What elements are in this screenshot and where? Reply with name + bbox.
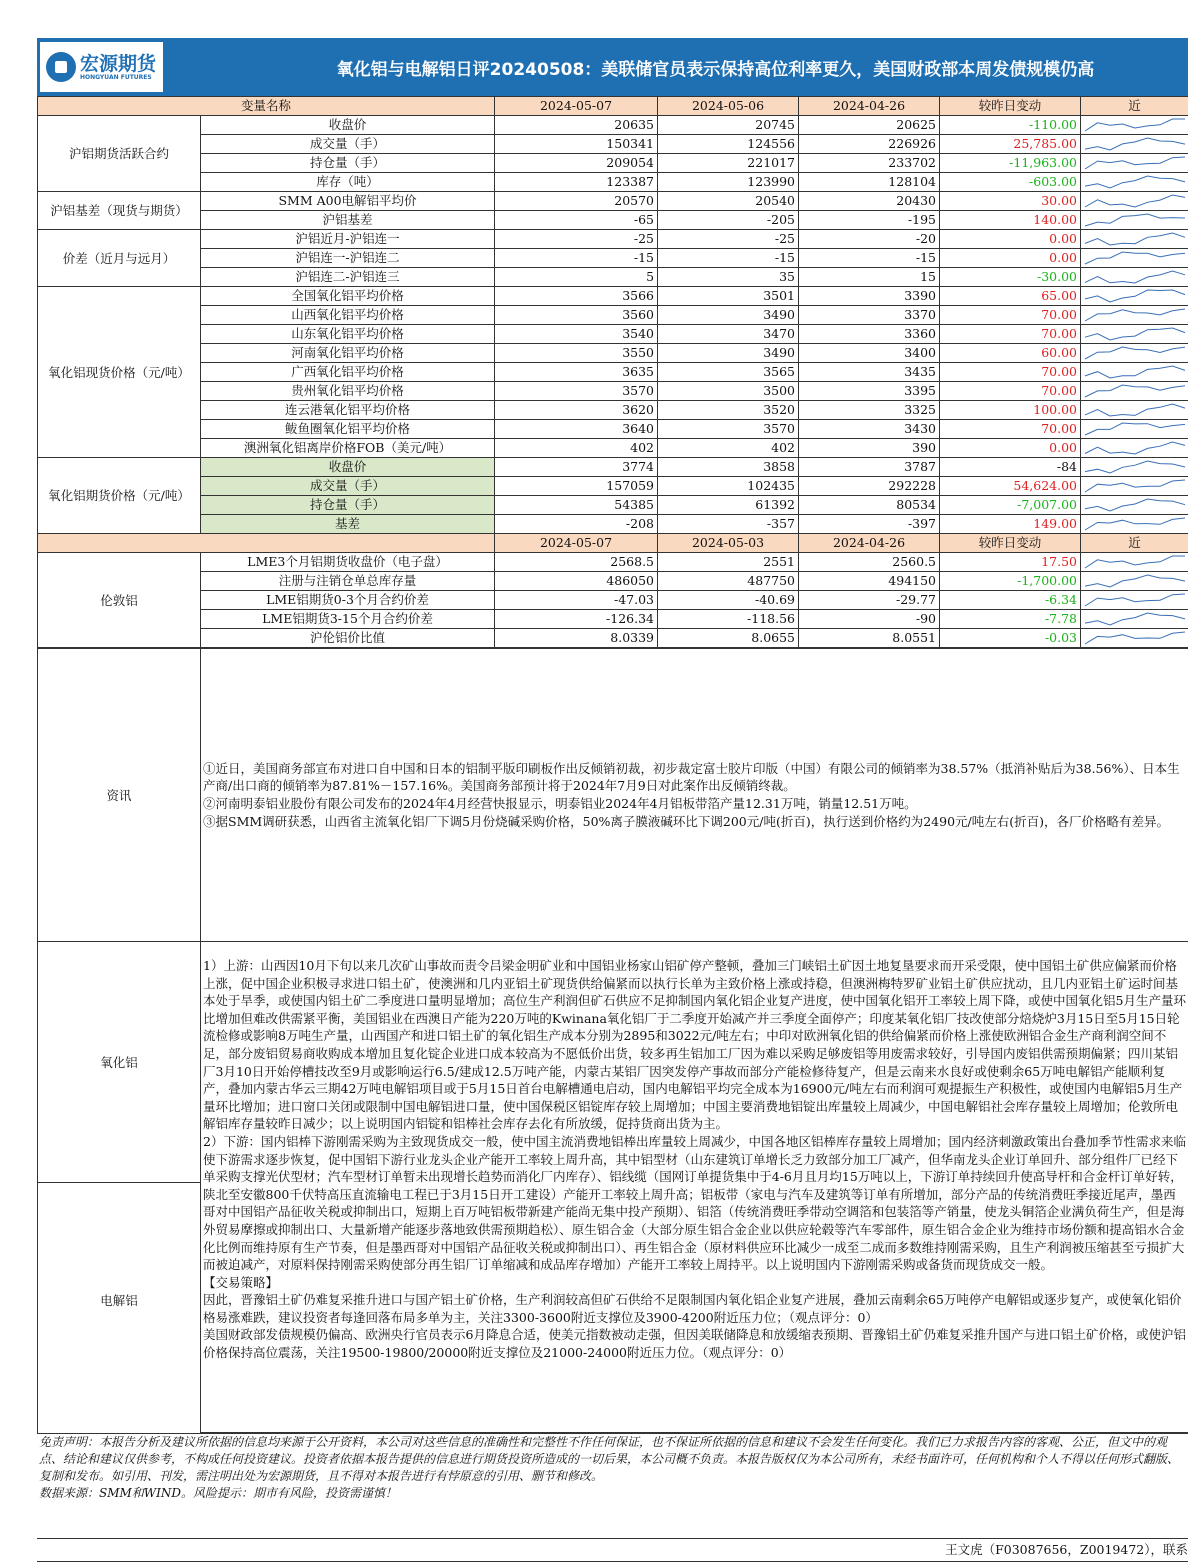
sparkline-line	[1085, 176, 1185, 188]
table-row	[38, 420, 1188, 439]
strategy-aluminum: 美国财政部发债规模仍偏高、欧洲央行官员表示6月降息合适，使美元指数被动走强，但因美联储降息和放缓缩表预期、晋豫铝土矿仍难复采推升国产与进口铝土矿价格，或使沪铝价格保持高位震荡，关注19500-19800/20000附近支撑位及21000-24000附近压力位。（观点评分：0）	[203, 1326, 1186, 1361]
variable-name: 澳洲氧化铝离岸价格FOB（美元/吨）	[201, 439, 495, 458]
table-header-row	[38, 97, 1188, 116]
table-row	[38, 249, 1188, 268]
value-cell: 3620	[495, 401, 658, 420]
value-cell: 209054	[495, 154, 658, 173]
variable-name: 收盘价	[201, 458, 495, 477]
category-label: 氧化铝现货价格（元/吨）	[38, 287, 201, 458]
strategy-title: 【交易策略】	[203, 1274, 1186, 1292]
change-cell: 17.50	[940, 553, 1081, 572]
value-cell: -40.69	[658, 591, 799, 610]
report-header	[37, 38, 1188, 96]
change-cell: 70.00	[940, 420, 1081, 439]
sparkline-chart	[1081, 287, 1188, 305]
value-cell: 3566	[495, 287, 658, 306]
change-cell: 149.00	[940, 515, 1081, 534]
sparkline-chart	[1081, 154, 1188, 172]
sparkline-line	[1085, 252, 1185, 264]
table-row	[38, 401, 1188, 420]
change-cell: -110.00	[940, 116, 1081, 135]
variable-name: 全国氧化铝平均价格	[201, 287, 495, 306]
sparkline-chart	[1081, 458, 1188, 476]
change-cell: 70.00	[940, 363, 1081, 382]
variable-name: 沪铝连一-沪铝连二	[201, 249, 495, 268]
table-row	[38, 287, 1188, 306]
company-logo	[40, 42, 163, 92]
news-item: ①近日，美国商务部宣布对进口自中国和日本的铝制平版印刷板作出反倾销初裁，初步裁定富士胶片印版（中国）有限公司的倾销率为38.57%（抵消补贴后为38.56%）、日本生产商/出口商的倾销率为87.81%－157.16%。美国商务部预计将于2024年7月9日对此案作出反倾销终裁。	[203, 760, 1186, 795]
value-cell: -90	[799, 610, 940, 629]
change-cell: 0.00	[940, 249, 1081, 268]
sparkline-cell	[1081, 477, 1188, 496]
table-row	[38, 572, 1188, 591]
value-cell: -397	[799, 515, 940, 534]
sparkline-chart	[1081, 344, 1188, 362]
sparkline-cell	[1081, 344, 1188, 363]
sparkline-line	[1085, 328, 1185, 340]
value-cell: 3500	[658, 382, 799, 401]
header-cell: 近	[1081, 97, 1188, 116]
value-cell: 3540	[495, 325, 658, 344]
value-cell: -65	[495, 211, 658, 230]
change-cell: 54,624.00	[940, 477, 1081, 496]
table-row	[38, 629, 1188, 648]
sparkline-chart	[1081, 363, 1188, 381]
table-row	[38, 591, 1188, 610]
variable-name: 山东氧化铝平均价格	[201, 325, 495, 344]
sparkline-chart	[1081, 572, 1188, 590]
change-cell: 70.00	[940, 306, 1081, 325]
variable-name: 成交量（手）	[201, 477, 495, 496]
value-cell: 3501	[658, 287, 799, 306]
sparkline-line	[1085, 271, 1185, 283]
change-cell: -7.78	[940, 610, 1081, 629]
table-row	[38, 192, 1188, 211]
disclaimer-text: 免责声明：本报告分析及建议所依据的信息均来源于公开资料，本公司对这些信息的准确性和完整性不作任何保证，也不保证所依据的信息和建议不会发生任何变化。我们已力求报告内容的客观、公正，但文中的观点、结论和建议仅供参考，不构成任何投资建议。投资者依据本报告提供的信息进行期货投资所造成的一切后果，本公司概不负责。本报告版权仅为本公司所有，未经书面许可，任何机构和个人不得以任何形式翻版、复制和发布。如引用、刊发，需注明出处为宏源期货，且不得对本报告进行有悖原意的引用、删节和修改。	[39, 1434, 1186, 1485]
change-cell: -7,007.00	[940, 496, 1081, 515]
header-cell: 较昨日变动	[940, 97, 1081, 116]
value-cell: 20625	[799, 116, 940, 135]
value-cell: 3490	[658, 344, 799, 363]
table-row	[38, 496, 1188, 515]
author-line: 王文虎（F03087656，Z0019472），联系	[37, 1539, 1188, 1562]
value-cell: 3435	[799, 363, 940, 382]
variable-name: 贵州氧化铝平均价格	[201, 382, 495, 401]
table-row	[38, 268, 1188, 287]
change-cell: -603.00	[940, 173, 1081, 192]
variable-name: 库存（吨）	[201, 173, 495, 192]
value-cell: 3787	[799, 458, 940, 477]
sparkline-cell	[1081, 192, 1188, 211]
variable-name: 沪铝基差	[201, 211, 495, 230]
sparkline-chart	[1081, 211, 1188, 229]
value-cell: 3360	[799, 325, 940, 344]
table-row	[38, 173, 1188, 192]
sparkline-cell	[1081, 401, 1188, 420]
variable-name: LME铝期货0-3个月合约价差	[201, 591, 495, 610]
sparkline-cell	[1081, 249, 1188, 268]
analysis-content	[201, 942, 1188, 1433]
value-cell: 3390	[799, 287, 940, 306]
table-row	[38, 553, 1188, 572]
value-cell: 3430	[799, 420, 940, 439]
value-cell: 20745	[658, 116, 799, 135]
value-cell: 123990	[658, 173, 799, 192]
value-cell: 3395	[799, 382, 940, 401]
value-cell: 8.0655	[658, 629, 799, 648]
value-cell: 124556	[658, 135, 799, 154]
sparkline-cell	[1081, 230, 1188, 249]
value-cell: 20540	[658, 192, 799, 211]
category-label: 氧化铝期货价格（元/吨）	[38, 458, 201, 534]
value-cell: 402	[495, 439, 658, 458]
category-label: 沪铝基差（现货与期货）	[38, 192, 201, 230]
header-cell: 2024-04-26	[799, 97, 940, 116]
table-row	[38, 135, 1188, 154]
value-cell: 128104	[799, 173, 940, 192]
table-row	[38, 306, 1188, 325]
sparkline-chart	[1081, 325, 1188, 343]
value-cell: 3370	[799, 306, 940, 325]
sparkline-chart	[1081, 382, 1188, 400]
sparkline-cell	[1081, 382, 1188, 401]
variable-name: 持仓量（手）	[201, 154, 495, 173]
value-cell: 402	[658, 439, 799, 458]
sparkline-chart	[1081, 591, 1188, 609]
sparkline-cell	[1081, 591, 1188, 610]
variable-name: 广西氧化铝平均价格	[201, 363, 495, 382]
sparkline-line	[1085, 461, 1185, 473]
header-variable: 变量名称	[38, 97, 495, 116]
table-row	[38, 211, 1188, 230]
sparkline-cell	[1081, 268, 1188, 287]
sparkline-chart	[1081, 420, 1188, 438]
sparkline-cell	[1081, 496, 1188, 515]
variable-name: 注册与注销仓单总库存量	[201, 572, 495, 591]
value-cell: 8.0339	[495, 629, 658, 648]
header-cell: 2024-05-03	[658, 534, 799, 553]
value-cell: 8.0551	[799, 629, 940, 648]
report-title: 氧化铝与电解铝日评20240508：美联储官员表示保持高位利率更久，美国财政部本周发债规模仍高	[163, 55, 1188, 80]
value-cell: 5	[495, 268, 658, 287]
sparkline-cell	[1081, 116, 1188, 135]
sparkline-chart	[1081, 477, 1188, 495]
sparkline-line	[1085, 404, 1185, 416]
sparkline-line	[1085, 575, 1185, 587]
value-cell: 20570	[495, 192, 658, 211]
value-cell: 157059	[495, 477, 658, 496]
sparkline-chart	[1081, 192, 1188, 210]
value-cell: -126.34	[495, 610, 658, 629]
sparkline-cell	[1081, 610, 1188, 629]
commentary-table	[37, 648, 1188, 1433]
value-cell: 233702	[799, 154, 940, 173]
alumina-label: 氧化铝	[38, 942, 200, 1183]
change-cell: 30.00	[940, 192, 1081, 211]
table-row	[38, 439, 1188, 458]
change-cell: 0.00	[940, 230, 1081, 249]
sparkline-line	[1085, 442, 1185, 454]
analysis-downstream: 2）下游：国内铝棒下游刚需采购为主致现货成交一般，使中国主流消费地铝棒出库量较上周减少，中国各地区铝棒库存量较上周增加；国内经济刺激政策出台叠加季节性需求来临使下游需求逐步恢复，促中国铝下游行业龙头企业产能开工率较上周升高，其中铝型材（山东建筑订单增长乏力致部分加工厂减产，但华南龙头企业订单回升、部分组件厂已经下单采购支撑光伏型材；汽车型材订单暂未出现增长趋势而消化厂内库存）、铝线缆（国网订单提货集中于4-6月且月均15万吨以上，下游订单持续回升使高导杆和合金杆订单好转，陕北至安徽800千伏特高压直流输电工程已于3月15日开工建设）产能开工率较上周升高；铝板带（家电与汽车及建筑等订单有所增加，部分产品的传统消费旺季接近尾声，墨西哥对中国铝产品征收关税或抑制出口，短期上百万吨铝板带新建产能尚无集中投产预期）、铝箔（传统消费旺季带动空调箔和包装箔等产销量，使龙头铜箔企业满负荷生产，但是海外贸易摩擦或抑制出口、大量新增产能逐步落地致供需预期趋松）、原生铝合金（大部分原生铝合金企业以供应轮毂等汽车零部件，原生铝合金企业为维持市场份额和提高铝水合金化比例而维持原有生产节奏，但是墨西哥对中国铝产品征收关税或抑制出口）、再生铝合金（原材料供应环比减少一成至二成而多数维持刚需采购，且生产利润被压缩甚至亏损扩大而被迫减产，对原料保持刚需采购使部分再生铝厂订单缩减和成品库存增加）产能开工率较上周持平。以上说明国内下游刚需采购或备货而现货成交一般。	[203, 1133, 1186, 1274]
sparkline-cell	[1081, 154, 1188, 173]
table-row	[38, 477, 1188, 496]
sparkline-line	[1085, 290, 1185, 302]
change-cell: -0.03	[940, 629, 1081, 648]
change-cell: -1,700.00	[940, 572, 1081, 591]
header-cell: 2024-05-07	[495, 97, 658, 116]
sparkline-line	[1085, 195, 1185, 207]
value-cell: 3565	[658, 363, 799, 382]
value-cell: 3520	[658, 401, 799, 420]
value-cell: -29.77	[799, 591, 940, 610]
logo-cn-text: 宏源期货	[80, 54, 156, 74]
change-cell: -30.00	[940, 268, 1081, 287]
report-page	[37, 38, 1188, 1562]
change-cell: 70.00	[940, 325, 1081, 344]
sparkline-cell	[1081, 629, 1188, 648]
category-label: 沪铝期货活跃合约	[38, 116, 201, 192]
value-cell: 20430	[799, 192, 940, 211]
sparkline-line	[1085, 632, 1185, 644]
variable-name: 山西氧化铝平均价格	[201, 306, 495, 325]
sparkline-cell	[1081, 306, 1188, 325]
value-cell: 226926	[799, 135, 940, 154]
value-cell: 54385	[495, 496, 658, 515]
value-cell: -25	[495, 230, 658, 249]
change-cell: -11,963.00	[940, 154, 1081, 173]
category-label: 伦敦铝	[38, 553, 201, 648]
sparkline-cell	[1081, 211, 1188, 230]
sparkline-line	[1085, 347, 1185, 359]
variable-name: 沪铝近月-沪铝连一	[201, 230, 495, 249]
header-cell: 较昨日变动	[940, 534, 1081, 553]
value-cell: 3470	[658, 325, 799, 344]
disclaimer	[37, 1433, 1188, 1539]
sparkline-chart	[1081, 401, 1188, 419]
value-cell: 3560	[495, 306, 658, 325]
change-cell: 60.00	[940, 344, 1081, 363]
variable-name: 鲅鱼圈氧化铝平均价格	[201, 420, 495, 439]
value-cell: 150341	[495, 135, 658, 154]
sparkline-chart	[1081, 553, 1188, 571]
change-cell: -84	[940, 458, 1081, 477]
sparkline-line	[1085, 214, 1185, 226]
change-cell: -6.34	[940, 591, 1081, 610]
sparkline-line	[1085, 119, 1185, 131]
strategy-alumina: 因此，晋豫铝土矿仍难复采推升进口与国产铝土矿价格，生产利润较高但矿石供给不足限制国内氧化铝企业复产进展，叠加云南剩余65万吨停产电解铝或逐步复产，或使氧化铝价格易涨难跌，建议投资者每逢回落布局多单为主，关注3300-3600附近支撑位及3900-4200附近压力位；（观点评分：0）	[203, 1291, 1186, 1326]
analysis-upstream: 1）上游：山西因10月下旬以来几次矿山事故而责令吕梁金明矿业和中国铝业杨家山铝矿停产整顿，叠加三门峡铝土矿因土地复垦要求而开采受限，使中国铝土矿供应偏紧而价格上涨，促中国企业积极寻求进口铝土矿，使澳洲和几内亚铝土矿现货供给偏紧而以执行长单为主致价格上涨或持稳，但澳洲梅特罗矿业铝土矿供应扰动，且几内亚铝土矿运时间基本处于旱季，或使国内铝土矿二季度进口量明显增加；高位生产利润但矿石供应不足抑制国内氧化铝企业复产进度，使中国氧化铝开工率较上周下降，或使中国氧化铝5月生产量环比增加但难改供需紧平衡，美国铝业在西澳日产能为220万吨的Kwinana氧化铝厂于二季度开始减产并三季度全面停产；印度某氧化铝厂技改使部分焙烧炉3月15日至5月15日轮流检修或影响8万吨生产量，山西国产和进口铝土矿的氧化铝生产成本分别为2895和3022元/吨左右；中印对欧洲氧化铝的供给偏紧而价格上涨使欧洲铝合金生产商利润空间不足，部分废铝贸易商收购成本增加且复化锭企业进口成本较高为不愿低价出货，较多再生铝加工厂因为难以采购足够废铝等用废需求较好，引导国内废铝供需预期偏紧；四川某铝厂3月10日开始停槽技改至9月或影响运行6.5/建成12.5万吨产能，内蒙古某铝厂因突发停产事故而部分产能检修待复产，但是云南来水良好或使剩余65万吨电解铝产能顺利复产，叠加内蒙古华云三期42万吨电解铝项目或于5月15日首台电解槽通电启动，国内电解铝平均完全成本为16900元/吨左右而利润可观提振生产积极性，或使国内电解铝5月生产量环比增加；进口窗口关闭或限制中国电解铝进口量，使中国保税区铝锭库存较上周增加；中国主要消费地铝锭出库量较上周减少，中国电解铝社会库存量较上周增加；伦敦所电解铝库存量较昨日减少；以上说明国内铝锭和铝棒社会库存去化有所放缓，促持货商出货为主。	[203, 957, 1186, 1133]
value-cell: 15	[799, 268, 940, 287]
value-cell: 80534	[799, 496, 940, 515]
value-cell: 486050	[495, 572, 658, 591]
value-cell: -208	[495, 515, 658, 534]
variable-name: LME3个月铝期货收盘价（电子盘）	[201, 553, 495, 572]
sparkline-chart	[1081, 268, 1188, 286]
sparkline-line	[1085, 233, 1185, 245]
sparkline-chart	[1081, 629, 1188, 647]
variable-name: 连云港氧化铝平均价格	[201, 401, 495, 420]
variable-name: 收盘价	[201, 116, 495, 135]
change-cell: 65.00	[940, 287, 1081, 306]
sparkline-chart	[1081, 116, 1188, 134]
value-cell: 20635	[495, 116, 658, 135]
header-cell: 2024-05-07	[495, 534, 658, 553]
value-cell: -195	[799, 211, 940, 230]
value-cell: 3570	[658, 420, 799, 439]
value-cell: 2551	[658, 553, 799, 572]
table-row	[38, 610, 1188, 629]
sparkline-cell	[1081, 458, 1188, 477]
change-cell: 100.00	[940, 401, 1081, 420]
variable-name: 河南氧化铝平均价格	[201, 344, 495, 363]
category-label: 价差（近月与远月）	[38, 230, 201, 287]
value-cell: -357	[658, 515, 799, 534]
table-row	[38, 116, 1188, 135]
change-cell: 0.00	[940, 439, 1081, 458]
value-cell: 3490	[658, 306, 799, 325]
value-cell: 221017	[658, 154, 799, 173]
news-item: ②河南明泰铝业股份有限公司发布的2024年4月经营快报显示，明泰铝业2024年4月铝板带箔产量12.31万吨，销量12.51万吨。	[203, 795, 1186, 813]
value-cell: 3640	[495, 420, 658, 439]
table-row	[38, 515, 1188, 534]
sparkline-line	[1085, 556, 1185, 568]
value-cell: 487750	[658, 572, 799, 591]
header-blank	[38, 534, 495, 553]
variable-name: 持仓量（手）	[201, 496, 495, 515]
sparkline-line	[1085, 385, 1185, 397]
sparkline-chart	[1081, 515, 1188, 533]
value-cell: 3400	[799, 344, 940, 363]
value-cell: -15	[799, 249, 940, 268]
sparkline-line	[1085, 613, 1185, 625]
value-cell: 3570	[495, 382, 658, 401]
value-cell: 102435	[658, 477, 799, 496]
sparkline-cell	[1081, 572, 1188, 591]
news-content	[201, 649, 1188, 942]
sparkline-chart	[1081, 173, 1188, 191]
value-cell: 61392	[658, 496, 799, 515]
change-cell: 25,785.00	[940, 135, 1081, 154]
variable-name: SMM A00电解铝平均价	[201, 192, 495, 211]
sparkline-cell	[1081, 553, 1188, 572]
logo-en-text: HONGYUAN FUTURES	[80, 74, 156, 81]
sparkline-chart	[1081, 610, 1188, 628]
header-cell: 2024-05-06	[658, 97, 799, 116]
logo-mark-icon	[46, 52, 76, 82]
table-header-row	[38, 534, 1188, 553]
sparkline-line	[1085, 518, 1185, 530]
variable-name: 沪伦铝价比值	[201, 629, 495, 648]
sparkline-line	[1085, 480, 1185, 492]
value-cell: -118.56	[658, 610, 799, 629]
variable-name: LME铝期货3-15个月合约价差	[201, 610, 495, 629]
table-row	[38, 458, 1188, 477]
variable-name: 基差	[201, 515, 495, 534]
value-cell: -15	[658, 249, 799, 268]
value-cell: -20	[799, 230, 940, 249]
sparkline-line	[1085, 157, 1185, 169]
value-cell: 35	[658, 268, 799, 287]
variable-name: 成交量（手）	[201, 135, 495, 154]
sparkline-cell	[1081, 325, 1188, 344]
change-cell: 140.00	[940, 211, 1081, 230]
value-cell: 3774	[495, 458, 658, 477]
sparkline-cell	[1081, 287, 1188, 306]
sparkline-cell	[1081, 515, 1188, 534]
table-row	[38, 382, 1188, 401]
table-row	[38, 344, 1188, 363]
sparkline-cell	[1081, 439, 1188, 458]
sparkline-cell	[1081, 420, 1188, 439]
table-row	[38, 363, 1188, 382]
table-row	[38, 325, 1188, 344]
sparkline-line	[1085, 138, 1185, 150]
sparkline-cell	[1081, 173, 1188, 192]
sparkline-line	[1085, 366, 1185, 378]
value-cell: 2560.5	[799, 553, 940, 572]
sparkline-chart	[1081, 306, 1188, 324]
value-cell: 3550	[495, 344, 658, 363]
value-cell: 3635	[495, 363, 658, 382]
sparkline-chart	[1081, 249, 1188, 267]
value-cell: 3858	[658, 458, 799, 477]
sparkline-line	[1085, 594, 1185, 606]
change-cell: 70.00	[940, 382, 1081, 401]
header-cell: 2024-04-26	[799, 534, 940, 553]
value-cell: 2568.5	[495, 553, 658, 572]
value-cell: -205	[658, 211, 799, 230]
value-cell: 494150	[799, 572, 940, 591]
variable-name: 沪铝连二-沪铝连三	[201, 268, 495, 287]
sparkline-chart	[1081, 496, 1188, 514]
value-cell: -15	[495, 249, 658, 268]
data-table	[37, 96, 1188, 648]
value-cell: 3325	[799, 401, 940, 420]
value-cell: 292228	[799, 477, 940, 496]
value-cell: 123387	[495, 173, 658, 192]
sparkline-chart	[1081, 439, 1188, 457]
sparkline-line	[1085, 309, 1185, 321]
sparkline-chart	[1081, 135, 1188, 153]
sparkline-line	[1085, 499, 1185, 511]
news-label: 资讯	[38, 649, 201, 942]
value-cell: 390	[799, 439, 940, 458]
header-cell: 近	[1081, 534, 1188, 553]
news-item: ③据SMM调研获悉，山西省主流氧化铝厂下调5月份烧碱采购价格，50%离子膜液碱环比下调200元/吨(折百)，执行送到价格约为2490元/吨左右(折百)，各厂价格略有差异。	[203, 813, 1186, 831]
table-row	[38, 154, 1188, 173]
sparkline-chart	[1081, 230, 1188, 248]
electrolytic-label: 电解铝	[38, 1183, 200, 1418]
analysis-labels	[38, 942, 201, 1433]
value-cell: -47.03	[495, 591, 658, 610]
table-row	[38, 230, 1188, 249]
value-cell: -25	[658, 230, 799, 249]
sparkline-cell	[1081, 135, 1188, 154]
sparkline-line	[1085, 423, 1185, 435]
data-source-text: 数据来源：SMM和WIND。风险提示：期市有风险，投资需谨慎！	[39, 1485, 1186, 1502]
sparkline-cell	[1081, 363, 1188, 382]
